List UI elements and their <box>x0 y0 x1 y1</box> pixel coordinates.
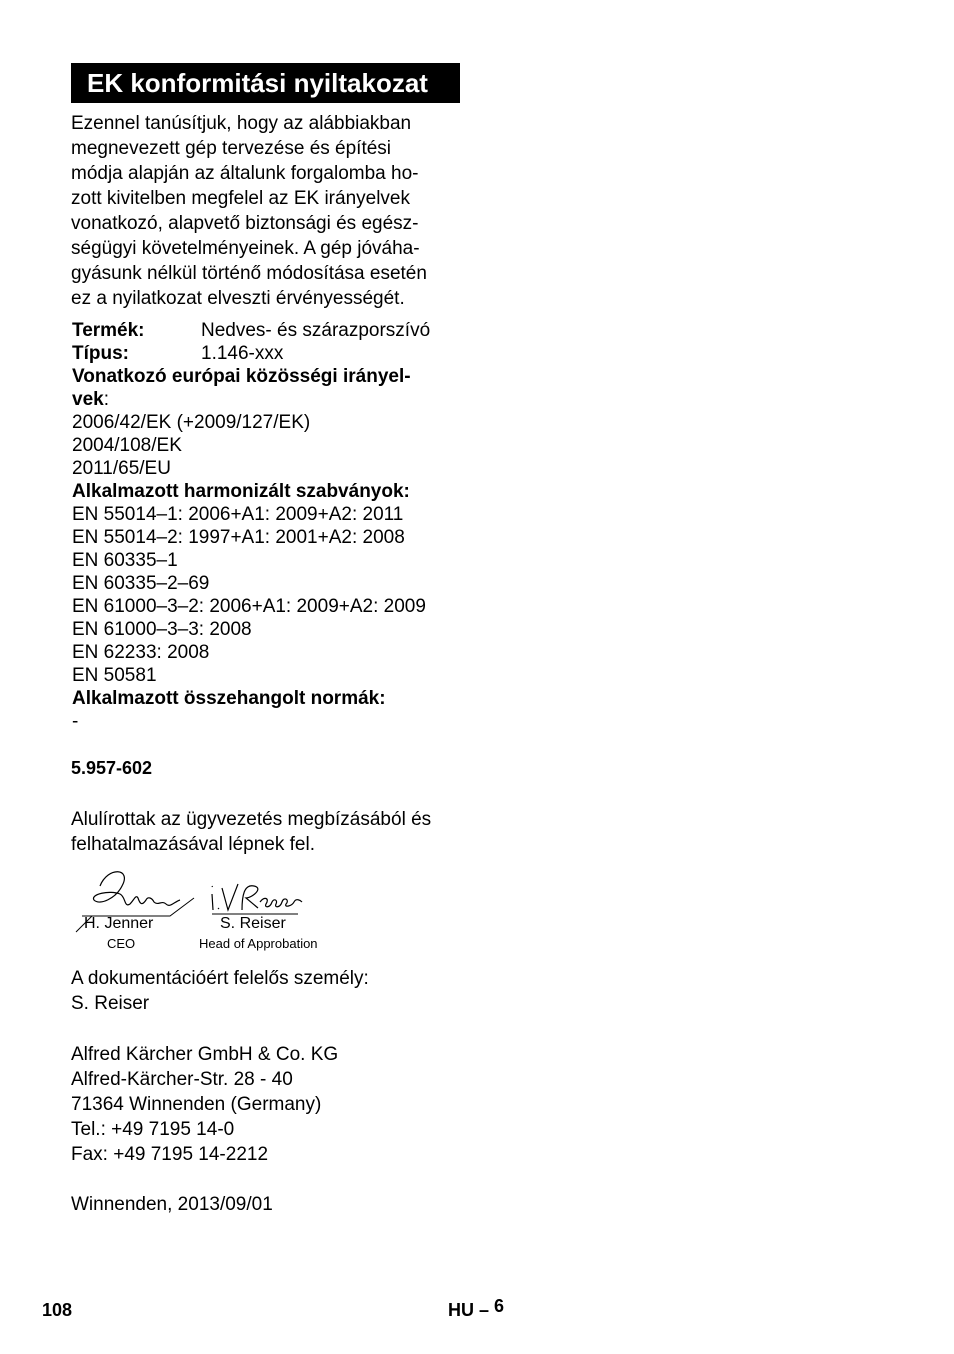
company-line: Tel.: +49 7195 14-0 <box>71 1119 235 1140</box>
standard-item: EN 61000–3–3: 2008 <box>72 619 252 640</box>
document-number: 5.957-602 <box>71 758 153 778</box>
intro-line: zott kivitelben megfelel az EK irányelvek <box>71 188 410 209</box>
signer2-role: Head of Approbation <box>199 936 318 951</box>
specification-block <box>72 319 472 733</box>
language-code: HU <box>448 1300 474 1320</box>
type-label: Típus: <box>72 343 129 364</box>
intro-line: gyásunk nélkül történő módosítása esetén <box>71 263 427 284</box>
standard-item: EN 50581 <box>72 665 157 686</box>
standard-item: EN 60335–2–69 <box>72 573 210 594</box>
intro-line: vonatkozó, alapvető biztonsági és egész- <box>71 213 419 234</box>
standards-heading: Alkalmazott harmonizált szabványok: <box>72 481 410 502</box>
place-date: Winnenden, 2013/09/01 <box>71 1194 273 1215</box>
signer1-name: H. Jenner <box>84 915 154 932</box>
page-number: 108 <box>42 1300 73 1320</box>
directive-item: 2011/65/EU <box>72 458 171 479</box>
signers-line: Alulírottak az ügyvezetés megbízásából és <box>71 809 432 830</box>
product-row <box>72 319 472 342</box>
section-page-number: 6 <box>494 1296 505 1316</box>
language-page-indicator <box>448 1296 505 1321</box>
company-line: Fax: +49 7195 14-2212 <box>71 1144 269 1165</box>
signers-line: felhatalmazásával lépnek fel. <box>71 834 315 855</box>
intro-line: Ezennel tanúsítjuk, hogy az alábbiakban <box>71 113 412 134</box>
doc-responsible-block <box>71 966 369 1016</box>
language-separator: – <box>479 1300 490 1320</box>
standard-item: EN 55014–1: 2006+A1: 2009+A2: 2011 <box>72 504 404 525</box>
norms-heading: Alkalmazott összehangolt normák: <box>72 688 386 709</box>
directives-heading-word: vek <box>72 389 104 410</box>
intro-line: megnevezett gép tervezése és építési <box>71 138 392 159</box>
standard-item: EN 55014–2: 1997+A1: 2001+A2: 2008 <box>72 527 405 548</box>
signature-area <box>70 864 370 954</box>
signer1-role: CEO <box>107 936 136 951</box>
doc-responsible-name: S. Reiser <box>71 993 150 1014</box>
intro-line: ségügyi követelményeinek. A gép jóváha- <box>71 238 420 259</box>
company-line: 71364 Winnenden (Germany) <box>71 1094 322 1115</box>
company-line: Alfred-Kärcher-Str. 28 - 40 <box>71 1069 293 1090</box>
product-label: Termék: <box>72 320 145 341</box>
intro-paragraph <box>71 111 471 311</box>
company-line: Alfred Kärcher GmbH & Co. KG <box>71 1044 339 1065</box>
directives-heading: Vonatkozó európai közösségi irányel- <box>72 366 411 387</box>
signer2-name: S. Reiser <box>220 915 286 932</box>
directives-heading-cont <box>72 388 472 411</box>
directive-item: 2006/42/EK (+2009/127/EK) <box>72 412 311 433</box>
doc-responsible-label: A dokumentációért felelős személy: <box>71 968 369 989</box>
intro-line: módja alapján az általunk forgalomba ho- <box>71 163 419 184</box>
signature-reiser-icon <box>208 880 304 916</box>
directive-item: 2004/108/EK <box>72 435 182 456</box>
signers-statement <box>71 807 431 857</box>
standard-item: EN 62233: 2008 <box>72 642 210 663</box>
norms-value: - <box>72 711 79 732</box>
product-value: Nedves- és szárazporszívó <box>201 320 431 341</box>
type-row <box>72 342 472 365</box>
directives-heading-colon: : <box>103 389 109 410</box>
type-value: 1.146-xxx <box>201 343 284 364</box>
standard-item: EN 60335–1 <box>72 550 178 571</box>
company-address-block <box>71 1042 338 1167</box>
standard-item: EN 61000–3–2: 2006+A1: 2009+A2: 2009 <box>72 596 426 617</box>
intro-line: ez a nyilatkozat elveszti érvényességét. <box>71 288 405 309</box>
page-title: EK konformitási nyiltakozat <box>71 63 460 103</box>
